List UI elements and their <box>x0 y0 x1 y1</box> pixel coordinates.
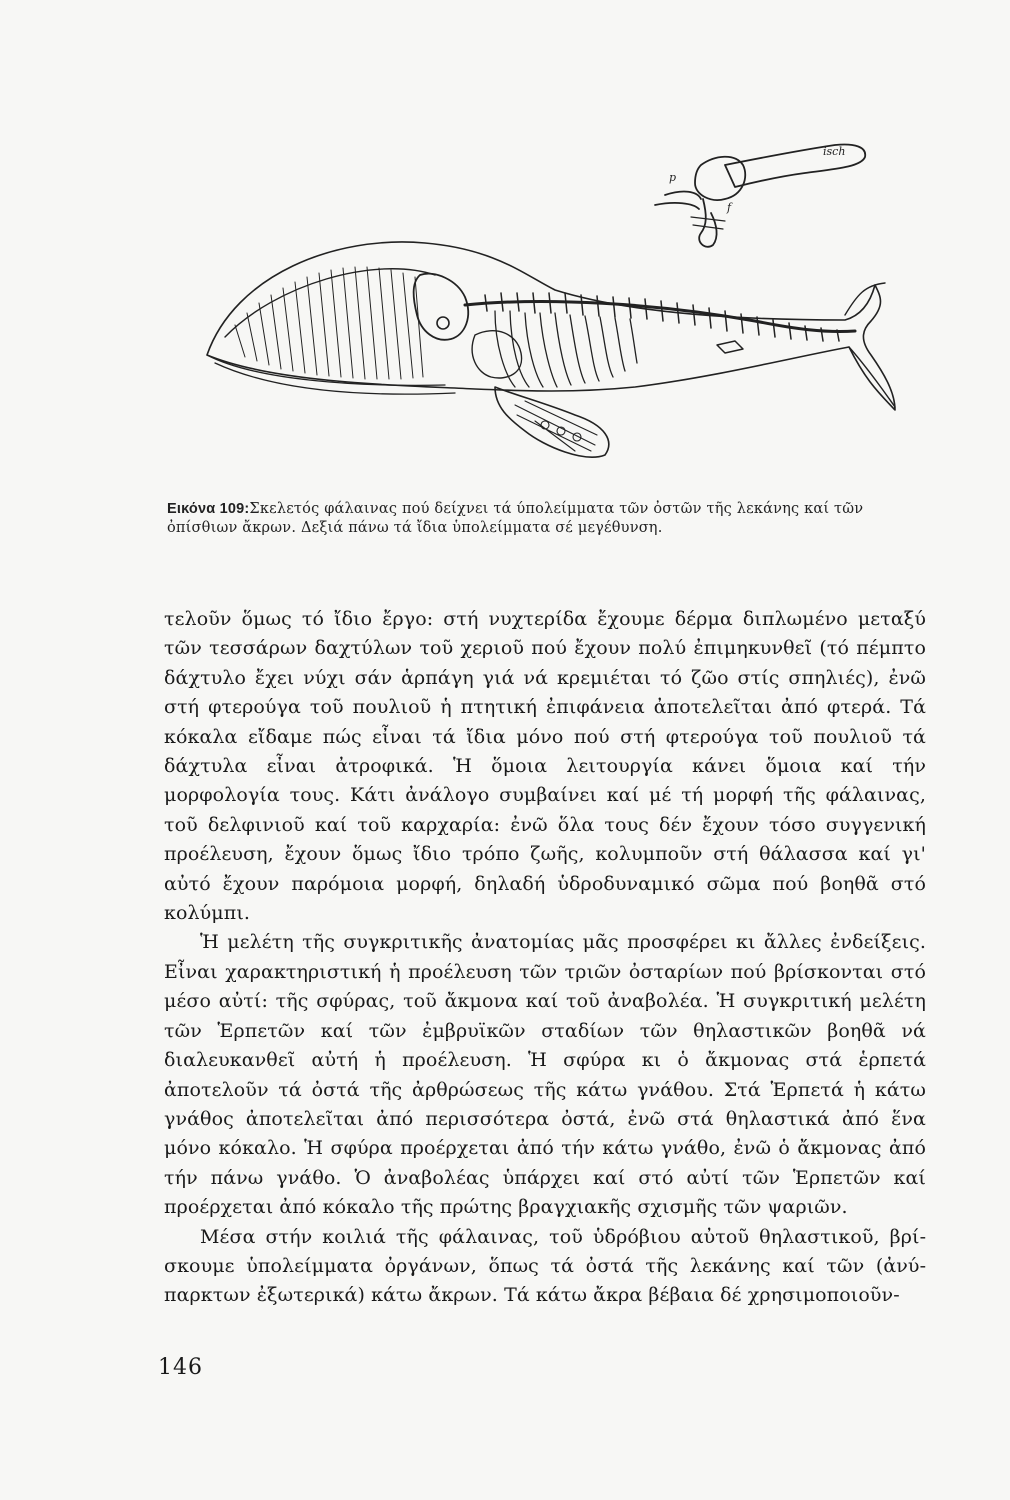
pelvic-remnant <box>717 341 743 353</box>
label-f: f <box>727 201 732 214</box>
flipper <box>495 387 609 457</box>
label-p: p <box>669 171 677 184</box>
page-number: 146 <box>158 1355 203 1380</box>
vertebral-column <box>465 302 855 332</box>
figure-caption <box>167 500 927 538</box>
paragraph-1: τελοῦν ὅμως τό ἴδιο ἔργο: στή νυχτερίδα ἔχουμε δέρμα διπλωμένο μεταξύ τῶν τεσσάρων δαχτύλων τοῦ χεριοῦ πού ἔχουν πολύ ἐπιμηκυνθεῖ (τό πέμπτο δάχτυλο ἔχει νύχι σάν ἁρπάγη γιά νά κρεμιέται τό ζῶο στίς σπηλιές), ἐνῶ στή φτερούγα τοῦ πουλιοῦ ἡ πτητική ἐπιφάνεια ἀποτελεῖται ἀπό φτερά. Τά κόκαλα εἴδαμε πώς εἶναι τά ἴδια μόνο πού στή φτερούγα τοῦ πουλιοῦ τά δάχτυλα εἶναι ἀτροφικά. Ἡ ὅμοια λειτουργία κάνει ὅμοια καί τήν μορφολογία τους. Κάτι ἀνάλογο συμβαίνει καί μέ τή μορφή τῆς φάλαινας, τοῦ δελφινιοῦ καί τοῦ καρχαρία: ἐνῶ ὅλα τους δέν ἔχουν τόσο συγγενική προέλευση, ἔχουν ὅμως ἴδιο τρόπο ζωῆς, κολυμποῦν στή θάλασσα καί γι' αὐτό ἔχουν παρόμοια μορφή, δηλαδή ὑδροδυναμικό σῶμα πού βοηθᾶ στό κολύμπι. <box>164 608 926 925</box>
caption-label: Εικόνα 109: <box>167 501 250 517</box>
whale-body-outline <box>207 242 895 410</box>
baleen-plates <box>225 267 435 379</box>
whale-skull <box>414 274 469 340</box>
enlarged-pelvic-bones <box>655 145 865 247</box>
tail-fluke <box>845 283 895 407</box>
whale-skeleton-figure <box>195 125 915 485</box>
ribs <box>495 311 637 387</box>
main-text <box>164 605 926 1311</box>
whale-jaw <box>207 355 455 394</box>
paragraph-3: Μέσα στήν κοιλιά τῆς φάλαινας, τοῦ ὑδρόβιου αὐτοῦ θηλαστικοῦ, βρίσκουμε ὑπολείμματα ὀργάνων, ὅπως τά ὀστά τῆς λεκάνης καί τῶν (ἀνύπαρκτων ἐξωτερικά) κάτω ἄκρων. Τά κάτω ἄκρα βέβαια δέ χρησιμοποιοῦν- <box>164 1225 926 1307</box>
label-isch: isch <box>823 145 846 158</box>
caption-text: Σκελετός φάλαινας πού δείχνει τά ύπολείμματα τῶν ὀστῶν τῆς λεκάνης καί τῶν ὀπίσθιων ἄκρων. Δεξιά πάνω τά ἴδια ὑπολείμματα σέ μεγέθυνση. <box>167 501 864 536</box>
paragraph-2: Ἡ μελέτη τῆς συγκριτικῆς ἀνατομίας μᾶς προσφέρει κι ἄλλες ἐνδείξεις. Εἶναι χαρακτηριστική ἡ προέλευση τῶν τριῶν ὀσταρίων πού βρίσκονται στό μέσο αὐτί: τῆς σφύρας, τοῦ ἄκμονα καί τοῦ ἀναβολέα. Ἡ συγκριτική μελέτη τῶν Ἑρπετῶν καί τῶν ἐμβρυϊκῶν σταδίων τῶν θηλαστικῶν βοηθᾶ νά διαλευκανθεῖ αὐτή ἡ προέλευση. Ἡ σφύρα κι ὁ ἄκμονας στά ἑρπετά ἀποτελοῦν τά ὀστά τῆς ἀρθρώσεως τῆς κάτω γνάθου. Στά Ἑρπετά ἡ κάτω γνάθος ἀποτελεῖται ἀπό περισσότερα ὀστά, ἐνῶ στά θηλαστικά ἀπό ἕνα μόνο κόκαλο. Ἡ σφύρα προέρχεται ἀπό τήν κάτω γνάθο, ἐνῶ ὁ ἄκμονας ἀπό τήν πάνω γνάθο. Ὁ ἀναβολέας ὑπάρχει καί στό αὐτί τῶν Ἑρπετῶν καί προέρχεται ἀπό κόκαλο τῆς πρώτης βραγχιακῆς σχισμῆς τῶν ψαριῶν. <box>164 931 926 1219</box>
